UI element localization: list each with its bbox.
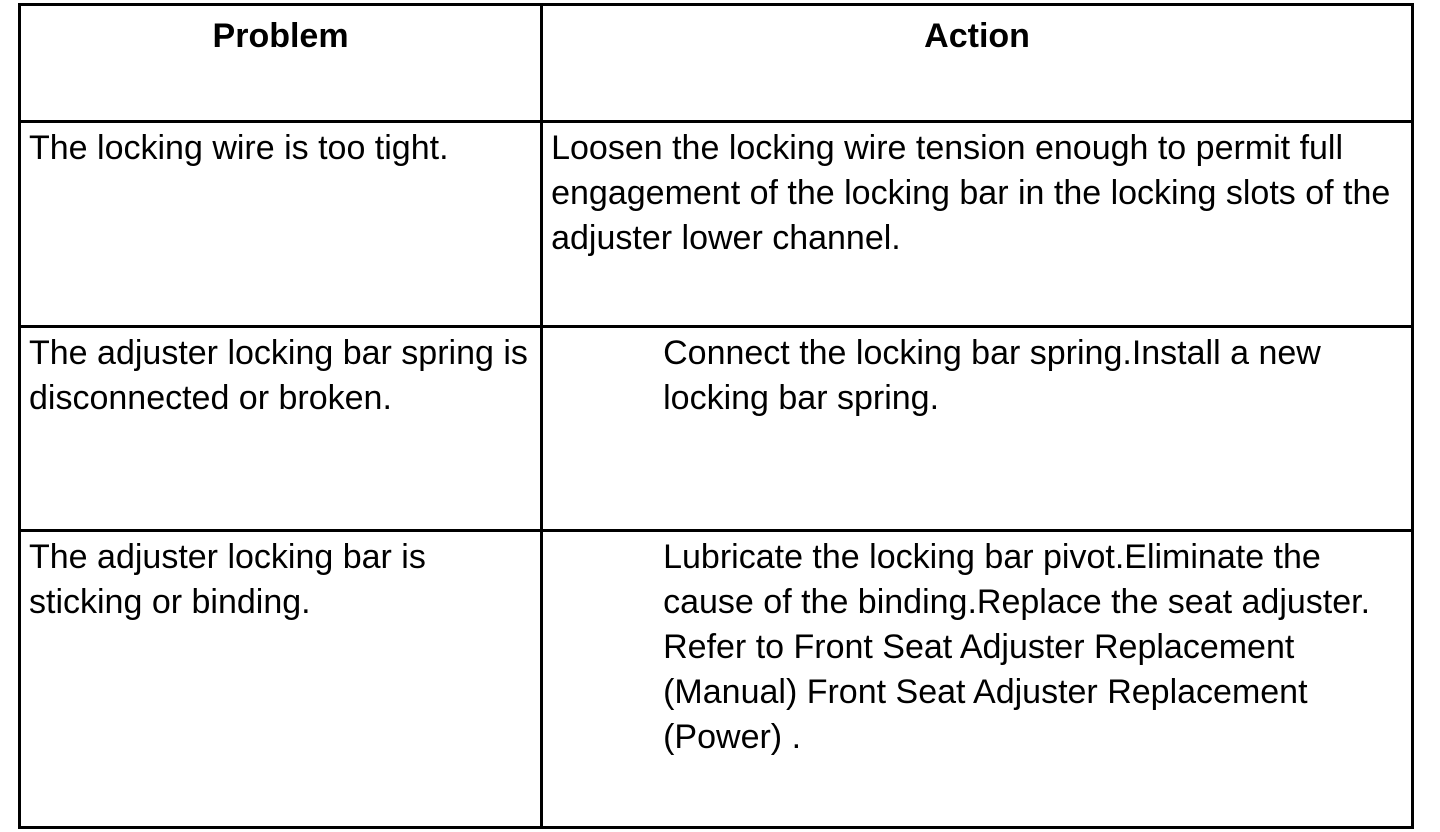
problem-text: The adjuster locking bar is sticking or binding.	[29, 538, 426, 621]
action-cell	[542, 531, 1413, 828]
problem-cell	[20, 327, 542, 531]
action-text: Connect the locking bar spring.Install a new locking bar spring.	[663, 334, 1321, 417]
table-row	[20, 531, 1413, 828]
diagnostic-table	[18, 3, 1414, 829]
table-row	[20, 122, 1413, 327]
problem-text: The adjuster locking bar spring is disconnected or broken.	[29, 334, 528, 417]
problem-cell	[20, 531, 542, 828]
action-cell	[542, 327, 1413, 531]
action-text: Lubricate the locking bar pivot.Eliminate the cause of the binding.Replace the seat adjuster. Refer to Front Seat Adjuster Replacement (Manual) Front Seat Adjuster Replacement (Power) .	[663, 538, 1371, 756]
header-row	[20, 5, 1413, 122]
action-text: Loosen the locking wire tension enough to permit full engagement of the locking bar in the locking slots of the adjuster lower channel.	[551, 129, 1391, 257]
problem-column-header: Problem	[20, 5, 542, 122]
table-row	[20, 327, 1413, 531]
action-column-header: Action	[542, 5, 1413, 122]
problem-cell	[20, 122, 542, 327]
action-cell	[542, 122, 1413, 327]
problem-text: The locking wire is too tight.	[29, 129, 449, 167]
